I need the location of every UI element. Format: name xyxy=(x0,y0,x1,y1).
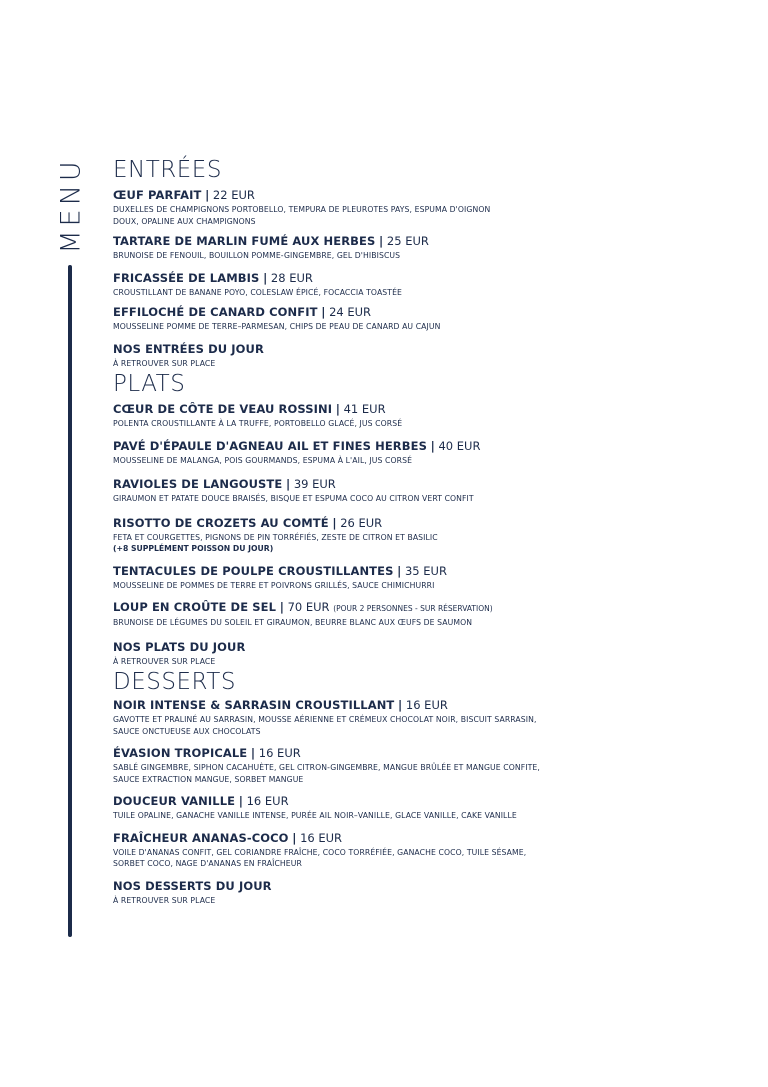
dish-description: FETA ET COURGETTES, PIGNONS DE PIN TORRÉFIÉS, ZESTE DE CITRON ET BASILIC xyxy=(113,532,438,542)
menu-label-text: MENU xyxy=(55,156,87,254)
menu-vertical-bar xyxy=(68,265,72,937)
dish-price: 26 EUR xyxy=(340,515,383,530)
dish-description: À RETROUVER SUR PLACE xyxy=(113,358,216,368)
dish-price: 24 EUR xyxy=(329,305,372,319)
menu-item xyxy=(113,304,653,333)
price-note: (POUR 2 PERSONNES - SUR RÉSERVATION) xyxy=(333,604,493,613)
dish-price: 16 EUR xyxy=(300,830,343,845)
dish-name: NOS DESSERTS DU JOUR xyxy=(113,878,272,893)
menu-item xyxy=(113,401,653,430)
dish-name: EFFILOCHÉ DE CANARD CONFIT xyxy=(113,305,318,319)
dish-name: RISOTTO DE CROZETS AU COMTÉ xyxy=(113,515,329,530)
price-separator: | xyxy=(335,402,340,416)
section-plats xyxy=(113,369,653,667)
dish-price: 70 EUR xyxy=(287,600,330,614)
dish-description: VOILE D'ANANAS CONFIT, GEL CORIANDRE FRAÎCHE, COCO TORRÉFIÉE, GANACHE COCO, TUILE SÉSAME, xyxy=(113,847,527,857)
menu-item xyxy=(113,270,653,299)
menu-item xyxy=(113,639,653,668)
dish-description: BRUNOISE DE FENOUIL, BOUILLON POMME-GINGEMBRE, GEL D'HIBISCUS xyxy=(113,251,401,260)
price-separator: | xyxy=(263,270,268,285)
menu-item xyxy=(113,233,653,262)
dish-description: SABLÉ GINGEMBRE, SIPHON CACAHUÈTE, GEL CITRON-GINGEMBRE, MANGUE BRÛLÉE ET MANGUE CONFITE, xyxy=(113,763,540,772)
dish-price: 16 EUR xyxy=(258,746,301,760)
dish-price: 16 EUR xyxy=(405,698,448,712)
dish-price: 40 EUR xyxy=(438,438,481,453)
menu-item xyxy=(113,697,653,737)
dish-price: 25 EUR xyxy=(386,234,429,248)
dish-description: MOUSSELINE DE MALANGA, POIS GOURMANDS, ESPUMA À L'AIL, JUS CORSÉ xyxy=(113,455,413,465)
dish-name: FRICASSÉE DE LAMBIS xyxy=(113,270,260,285)
dish-name: RAVIOLES DE LANGOUSTE xyxy=(113,477,283,491)
dish-price: 39 EUR xyxy=(293,477,336,491)
price-separator: | xyxy=(397,563,402,578)
price-separator: | xyxy=(332,515,337,530)
dish-description-continued: SORBET COCO, NAGE D'ANANAS EN FRAÎCHEUR xyxy=(113,859,302,868)
menu-item xyxy=(113,187,653,227)
dish-name: TARTARE DE MARLIN FUMÉ AUX HERBES xyxy=(113,234,376,248)
dish-price: 16 EUR xyxy=(246,794,289,808)
price-separator: | xyxy=(379,234,384,248)
dish-description: MOUSSELINE DE POMMES DE TERRE ET POIVRONS GRILLÉS, SAUCE CHIMICHURRI xyxy=(113,580,435,590)
menu-item xyxy=(113,341,653,370)
price-separator: | xyxy=(321,305,326,319)
dish-description: DUXELLES DE CHAMPIGNONS PORTOBELLO, TEMPURA DE PLEUROTES PAYS, ESPUMA D'OIGNON xyxy=(113,205,491,214)
dish-description-continued: SAUCE ONCTUEUSE AUX CHOCOLATS xyxy=(113,726,261,736)
dish-supplement: (+8 SUPPLÉMENT POISSON DU JOUR) xyxy=(113,544,274,553)
menu-content xyxy=(113,155,653,906)
price-separator: | xyxy=(279,600,284,614)
dish-description: TUILE OPALINE, GANACHE VANILLE INTENSE, PURÉE AIL NOIR–VANILLE, GLACE VANILLE, CAKE VANILLE xyxy=(113,811,517,820)
price-separator: | xyxy=(205,188,210,202)
menu-item xyxy=(113,515,653,555)
dish-description: À RETROUVER SUR PLACE xyxy=(113,895,216,905)
price-separator: | xyxy=(250,746,256,760)
menu-item xyxy=(113,476,653,505)
dish-name: ÉVASION TROPICALE xyxy=(113,746,248,760)
section-entrees xyxy=(113,155,653,369)
dish-name: DOUCEUR VANILLE xyxy=(113,794,236,808)
section-title-desserts: DESSERTS xyxy=(113,669,236,695)
dish-description: CROUSTILLANT DE BANANE POYO, COLESLAW ÉPICÉ, FOCACCIA TOASTÉE xyxy=(113,287,402,297)
dish-description: GIRAUMON ET PATATE DOUCE BRAISÉS, BISQUE ET ESPUMA COCO AU CITRON VERT CONFIT xyxy=(113,494,474,503)
dish-name: LOUP EN CROÛTE DE SEL xyxy=(113,600,277,614)
menu-item xyxy=(113,438,653,467)
price-separator: | xyxy=(285,477,291,491)
price-separator: | xyxy=(292,830,297,845)
section-title-entrees: ENTRÉES xyxy=(113,157,222,183)
price-separator: | xyxy=(238,794,243,808)
dish-description-continued: DOUX, OPALINE AUX CHAMPIGNONS xyxy=(113,216,256,226)
dish-price: 28 EUR xyxy=(270,270,313,285)
menu-item xyxy=(113,830,653,870)
dish-name: NOS PLATS DU JOUR xyxy=(113,639,246,654)
dish-description-continued: SAUCE EXTRACTION MANGUE, SORBET MANGUE xyxy=(113,774,304,784)
dish-description: BRUNOISE DE LÉGUMES DU SOLEIL ET GIRAUMON, BEURRE BLANC AUX ŒUFS DE SAUMON xyxy=(113,618,473,627)
price-separator: | xyxy=(430,438,435,453)
dish-price: 35 EUR xyxy=(404,563,447,578)
dish-name: FRAÎCHEUR ANANAS-COCO xyxy=(113,830,289,845)
dish-name: ŒUF PARFAIT xyxy=(113,188,202,202)
dish-price: 41 EUR xyxy=(343,402,386,416)
price-separator: | xyxy=(398,698,403,712)
menu-item xyxy=(113,793,653,822)
dish-description: GAVOTTE ET PRALINÉ AU SARRASIN, MOUSSE AÉRIENNE ET CRÉMEUX CHOCOLAT NOIR, BISCUIT SARRASIN, xyxy=(113,715,537,724)
dish-name: NOS ENTRÉES DU JOUR xyxy=(113,341,264,356)
menu-item xyxy=(113,563,653,592)
menu-vertical-label xyxy=(36,156,106,254)
dish-name: NOIR INTENSE & SARRASIN CROUSTILLANT xyxy=(113,698,395,712)
menu-item xyxy=(113,745,653,785)
dish-name: PAVÉ D'ÉPAULE D'AGNEAU AIL ET FINES HERBES xyxy=(113,438,427,453)
dish-description: POLENTA CROUSTILLANTE À LA TRUFFE, PORTOBELLO GLACÉ, JUS CORSÉ xyxy=(113,419,403,428)
menu-item xyxy=(113,599,653,629)
dish-name: TENTACULES DE POULPE CROUSTILLANTES xyxy=(113,563,394,578)
menu-item xyxy=(113,878,653,907)
dish-description: MOUSSELINE POMME DE TERRE–PARMESAN, CHIPS DE PEAU DE CANARD AU CAJUN xyxy=(113,322,441,331)
dish-name: CŒUR DE CÔTE DE VEAU ROSSINI xyxy=(113,402,333,416)
section-desserts xyxy=(113,667,653,906)
dish-description: À RETROUVER SUR PLACE xyxy=(113,656,216,666)
dish-price: 22 EUR xyxy=(212,188,255,202)
section-title-plats: PLATS xyxy=(113,371,186,397)
